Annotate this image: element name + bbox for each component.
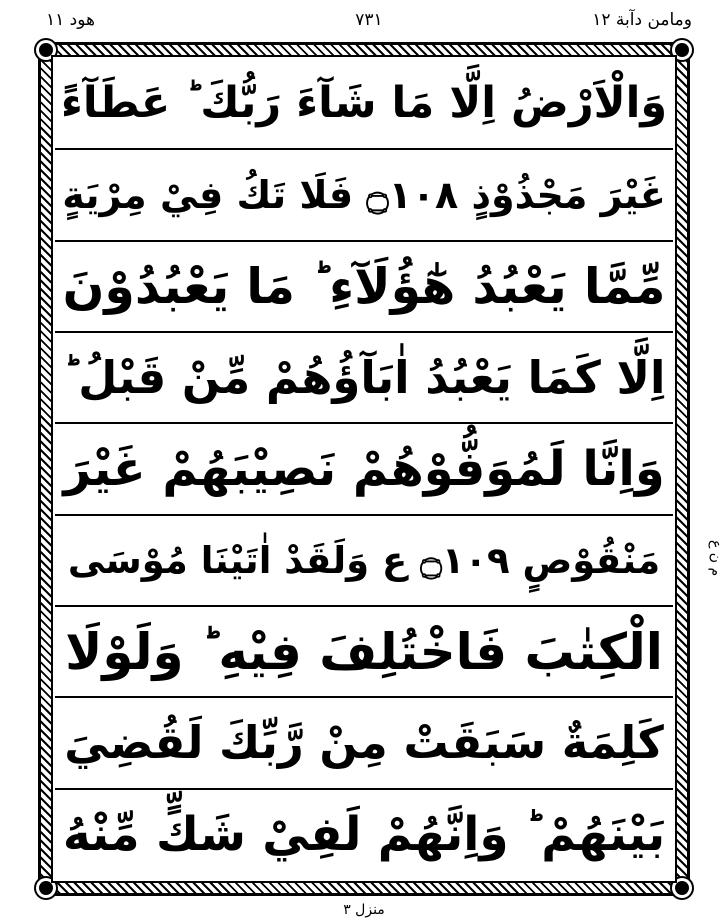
verse-line: كَلِمَةٌ سَبَقَتْ مِنْ رَّبِّكَ لَقُضِيَ [55,698,673,789]
surah-title: ھود ۱۱ [46,10,95,30]
margin-marker: م ن ع [708,540,724,577]
verse-line: غَيْرَ مَجْذُوْذٍ ۝١٠٨ فَلَا تَكُ فِيْ مِرْيَةٍ [55,150,673,241]
verse-lines [55,59,673,879]
verse-line: وَاِنَّا لَمُوَفُّوْهُمْ نَصِيْبَهُمْ غَيْرَ [55,424,673,515]
juz-title: ومامن دآبة ۱۲ [592,10,692,30]
corner-ornament-icon [675,43,689,57]
page-number: ۷۳۱ [355,10,383,30]
verse-line: اِلَّا كَمَا يَعْبُدُ اٰبَآؤُهُمْ مِّنْ قَبْلُ ؕ [55,333,673,424]
corner-ornament-icon [39,881,53,895]
verse-line: بَيْنَهُمْ ؕ وَاِنَّهُمْ لَفِيْ شَكٍّ مِّنْهُ [62,806,666,862]
page-header [46,10,692,36]
page-footer: منزل ۳ [343,902,385,918]
verse-line: مِّمَّا يَعْبُدُ هٰٓؤُلَآءِ ؕ مَا يَعْبُدُوْنَ [55,242,673,333]
ornamental-border [38,42,690,896]
verse-line: الْكِتٰبَ فَاخْتُلِفَ فِيْهِ ؕ وَلَوْلَا [55,607,673,698]
verse-line: مَنْقُوْصٍ ۝١٠٩ ع وَلَقَدْ اٰتَيْنَا مُوْسَى [55,516,673,607]
corner-ornament-icon [675,881,689,895]
verse-line: وَالْاَرْضُ اِلَّا مَا شَآءَ رَبُّكَ ؕ عَطَآءً [55,59,673,150]
